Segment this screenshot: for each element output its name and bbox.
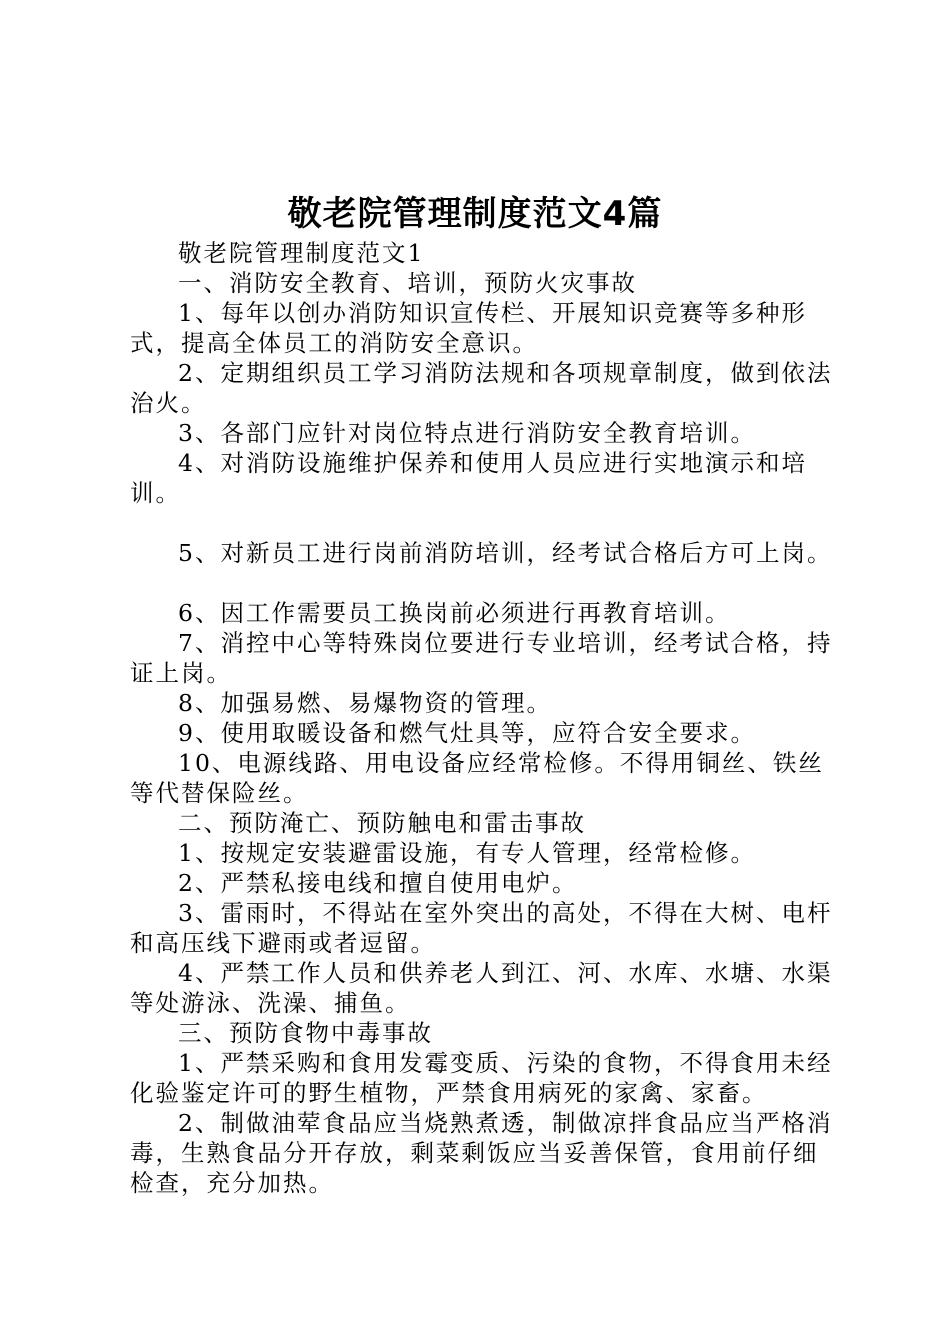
paragraph: 4、严禁工作人员和供养老人到江、河、水库、水塘、水渠等处游泳、洗澡、捕鱼。 bbox=[130, 959, 833, 1017]
section-heading: 一、消防安全教育、培训，预防火灾事故 bbox=[178, 269, 637, 297]
blank-line bbox=[130, 508, 835, 538]
paragraph: 1、严禁采购和食用发霉变质、污染的食物，不得食用未经化验鉴定许可的野生植物，严禁食用病死的家禽、家畜。 bbox=[130, 1049, 833, 1107]
paragraph: 5、对新员工进行岗前消防培训，经考试合格后方可上岗。 bbox=[178, 539, 833, 567]
paragraph: 7、消控中心等特殊岗位要进行专业培训，经考试合格，持证上岗。 bbox=[130, 629, 833, 687]
document-title: 敬老院管理制度范文4篇 bbox=[287, 194, 663, 234]
paragraph: 2、严禁私接电线和擅自使用电炉。 bbox=[178, 869, 578, 897]
paragraph: 3、各部门应针对岗位特点进行消防安全教育培训。 bbox=[178, 419, 756, 447]
paragraph: 6、因工作需要员工换岗前必须进行再教育培训。 bbox=[178, 599, 731, 627]
section-heading: 二、预防淹亡、预防触电和雷击事故 bbox=[178, 809, 586, 837]
paragraph: 2、定期组织员工学习消防法规和各项规章制度，做到依法治火。 bbox=[130, 359, 833, 417]
paragraph: 4、对消防设施维护保养和使用人员应进行实地演示和培训。 bbox=[130, 449, 807, 507]
paragraph: 1、每年以创办消防知识宣传栏、开展知识竞赛等多种形式，提高全体员工的消防安全意识。 bbox=[130, 299, 807, 357]
paragraph: 9、使用取暖设备和燃气灶具等，应符合安全要求。 bbox=[178, 719, 756, 747]
paragraph: 2、制做油荤食品应当烧熟煮透，制做凉拌食品应当严格消毒，生熟食品分开存放，剩菜剩饭应当妥善保管，食用前仔细检查，充分加热。 bbox=[130, 1109, 833, 1197]
section-heading: 三、预防食物中毒事故 bbox=[178, 1019, 433, 1047]
paragraph: 3、雷雨时，不得站在室外突出的高处，不得在大树、电杆和高压线下避雨或者逗留。 bbox=[130, 899, 833, 957]
blank-line bbox=[130, 568, 835, 598]
document-body bbox=[130, 238, 835, 1198]
paragraph: 敬老院管理制度范文1 bbox=[178, 239, 425, 267]
paragraph: 8、加强易燃、易爆物资的管理。 bbox=[178, 689, 552, 717]
paragraph: 10、电源线路、用电设备应经常检修。不得用铜丝、铁丝等代替保险丝。 bbox=[130, 749, 824, 807]
paragraph: 1、按规定安装避雷设施，有专人管理，经常检修。 bbox=[178, 839, 756, 867]
